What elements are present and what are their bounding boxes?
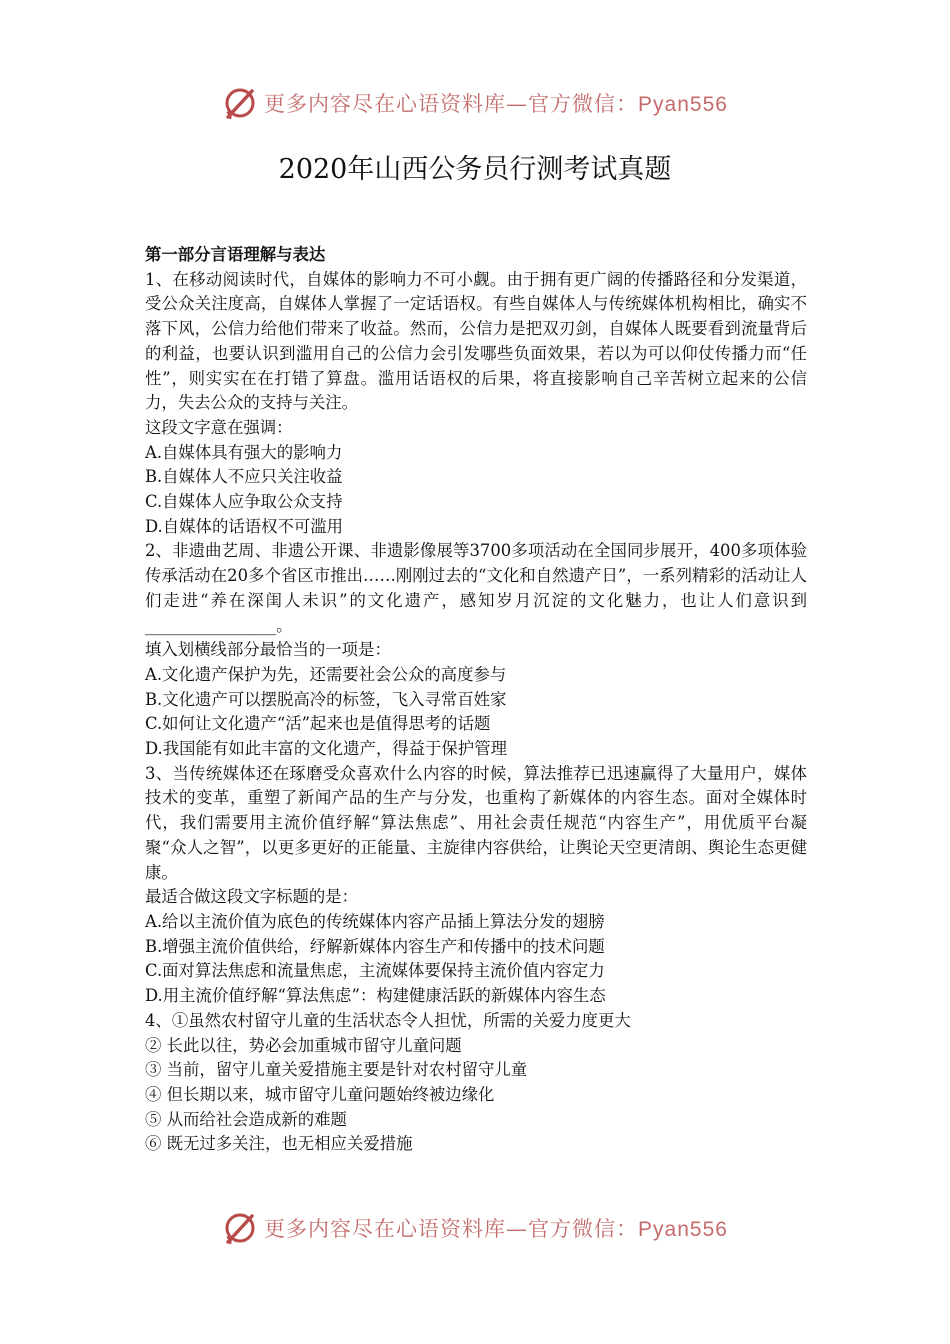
watermark-banner-top bbox=[0, 83, 950, 123]
question-4-item-4: ④ 但长期以来，城市留守儿童问题始终被边缘化 bbox=[145, 1084, 495, 1104]
question-4-item-6: ⑥ 既无过多关注，也无相应关爱措施 bbox=[145, 1134, 413, 1154]
pen-logo-icon bbox=[222, 1210, 258, 1246]
question-1-stem: 1、在移动阅读时代，自媒体的影响力不可小觑。由于拥有更广阔的传播路径和分发渠道，受公众关注度高，自媒体人掌握了一定话语权。有些自媒体人与传统媒体机构相比，确实不落下风，公信力给他们带来了收益。然而，公信力是把双刃剑，自媒体人既要看到流量背后的利益，也要认识到滥用自己的公信力会引发哪些负面效果，若以为可以仰仗传播力而“任性”，则实实在在打错了算盘。滥用话语权的后果，将直接影响自己辛苦树立起来的公信力，失去公众的支持与关注。 bbox=[145, 269, 807, 413]
question-1-option-a: A.自媒体具有强大的影响力 bbox=[145, 442, 343, 462]
watermark-handle: Pyan556 bbox=[638, 1218, 728, 1241]
question-3-option-c: C.面对算法焦虑和流量焦虑，主流媒体要保持主流价值内容定力 bbox=[145, 961, 605, 981]
question-3-option-a: A.给以主流价值为底色的传统媒体内容产品插上算法分发的翅膀 bbox=[145, 911, 605, 931]
question-2-option-c: C.如何让文化遗产“活”起来也是值得思考的话题 bbox=[145, 714, 491, 734]
question-2-prompt: 填入划横线部分最恰当的一项是： bbox=[145, 640, 391, 660]
watermark-text: 更多内容尽在心语资料库—官方微信：Pyan556 bbox=[264, 92, 728, 116]
document-body bbox=[145, 243, 807, 1157]
question-4-stem: 4、①虽然农村留守儿童的生活状态令人担忧，所需的关爱力度更大 bbox=[145, 1010, 631, 1030]
question-3-option-b: B.增强主流价值供给，纾解新媒体内容生产和传播中的技术问题 bbox=[145, 936, 605, 956]
question-1-option-b: B.自媒体人不应只关注收益 bbox=[145, 467, 343, 487]
question-3-stem: 3、当传统媒体还在琢磨受众喜欢什么内容的时候，算法推荐已迅速赢得了大量用户，媒体技术的变革，重塑了新闻产品的生产与分发，也重构了新媒体的内容生态。面对全媒体时代，我们需要用主流价值纾解“算法焦虑”、用社会责任规范“内容生产”，用优质平台凝聚“众人之智”，以更多更好的正能量、主旋律内容供给，让舆论天空更清朗、舆论生态更健康。 bbox=[145, 763, 807, 882]
question-4-item-2: ② 长此以往，势必会加重城市留守儿童问题 bbox=[145, 1035, 462, 1055]
question-2-stem: 2、非遗曲艺周、非遗公开课、非遗影像展等3700多项活动在全国同步展开，400多项体验传承活动在20多个省区市推出……刚刚过去的“文化和自然遗产日”，一系列精彩的活动让人们走进“养在深闺人未识”的文化遗产，感知岁月沉淀的文化魅力，也让人们意识到________________。 bbox=[145, 541, 807, 635]
watermark-banner-bottom bbox=[0, 1208, 950, 1248]
page-title: 2020年山西公务员行测考试真题 bbox=[278, 154, 672, 185]
question-2-option-d: D.我国能有如此丰富的文化遗产，得益于保护管理 bbox=[145, 739, 507, 759]
section-heading: 第一部分言语理解与表达 bbox=[145, 245, 326, 264]
pen-logo-icon bbox=[222, 85, 258, 121]
question-2-option-a: A.文化遗产保护为先，还需要社会公众的高度参与 bbox=[145, 664, 507, 684]
question-1-prompt: 这段文字意在强调： bbox=[145, 417, 293, 437]
question-4-item-5: ⑤ 从而给社会造成新的难题 bbox=[145, 1109, 347, 1129]
question-1-option-d: D.自媒体的话语权不可滥用 bbox=[145, 516, 344, 536]
question-1-option-c: C.自媒体人应争取公众支持 bbox=[145, 492, 343, 512]
question-3-prompt: 最适合做这段文字标题的是： bbox=[145, 887, 359, 907]
question-3-option-d: D.用主流价值纾解“算法焦虑”：构建健康活跃的新媒体内容生态 bbox=[145, 986, 606, 1006]
watermark-handle: Pyan556 bbox=[638, 93, 728, 116]
question-4-item-3: ③ 当前，留守儿童关爱措施主要是针对农村留守儿童 bbox=[145, 1060, 528, 1080]
question-2-option-b: B.文化遗产可以摆脱高冷的标签，飞入寻常百姓家 bbox=[145, 689, 507, 709]
watermark-text: 更多内容尽在心语资料库—官方微信：Pyan556 bbox=[264, 1217, 728, 1241]
